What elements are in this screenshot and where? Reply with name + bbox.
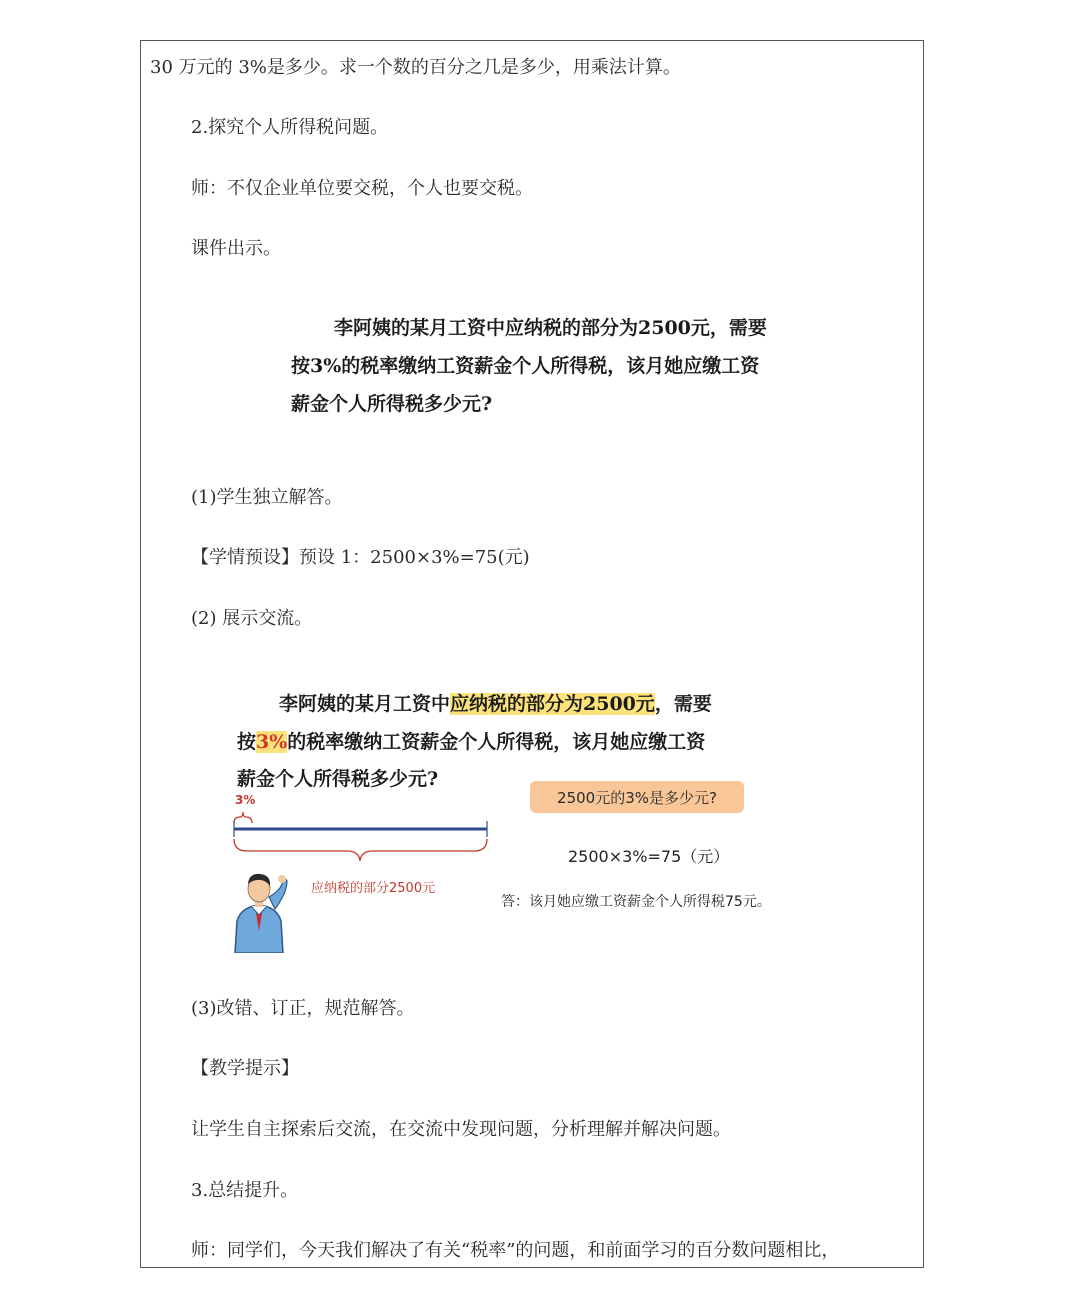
equation: 2500×3%=75（元） bbox=[568, 847, 730, 866]
document-frame bbox=[140, 40, 924, 1268]
base-brace bbox=[234, 839, 487, 861]
text-line-12: 师：同学们，今天我们解决了有关“税率”的问题，和前面学习的百分数问题相比， bbox=[191, 1240, 840, 1261]
text-line-3: 师：不仅企业单位要交税，个人也要交税。 bbox=[191, 178, 533, 199]
problem-2-line-1 bbox=[279, 689, 712, 716]
problem-1-line-1: 李阿姨的某月工资中应纳税的部分为2500元，需要 bbox=[334, 317, 767, 339]
problem-2-line-2-head: 按 bbox=[237, 731, 257, 753]
text-line-9: 【教学提示】 bbox=[191, 1058, 299, 1079]
question-pill: 2500元的3%是多少元? bbox=[530, 781, 744, 813]
text-line-5: (1)学生独立解答。 bbox=[191, 487, 343, 508]
text-line-1: 30 万元的 3%是多少。求一个数的百分之几是多少，用乘法计算。 bbox=[150, 57, 681, 78]
section-heading-2: 2.探究个人所得税问题。 bbox=[191, 117, 389, 138]
problem-2-line-2-text: 的税率缴纳工资薪金个人所得税，该月她应缴工资 bbox=[287, 731, 706, 753]
highlight-taxable-amount: 应纳税的部分为2500元 bbox=[450, 693, 655, 715]
problem-2-line-3: 薪金个人所得税多少元? bbox=[237, 768, 439, 790]
text-line-6: 【学情预设】预设 1：2500×3%=75(元) bbox=[191, 547, 530, 568]
problem-1-line-2: 按3%的税率缴纳工资薪金个人所得税，该月她应缴工资 bbox=[291, 355, 760, 377]
problem-2-line-1-tail: ，需要 bbox=[654, 693, 712, 715]
student-figure-icon bbox=[227, 869, 297, 953]
base-label: 应纳税的部分2500元 bbox=[311, 881, 436, 896]
problem-1-line-3: 薪金个人所得税多少元? bbox=[291, 393, 493, 415]
section-heading-3: 3.总结提升。 bbox=[191, 1180, 299, 1201]
percent-label: 3% bbox=[235, 793, 256, 807]
problem-2-line-1-text: 李阿姨的某月工资中 bbox=[279, 693, 451, 715]
text-line-10: 让学生自主探索后交流，在交流中发现问题，分析理解并解决问题。 bbox=[191, 1119, 731, 1140]
text-line-8: (3)改错、订正，规范解答。 bbox=[191, 998, 415, 1019]
text-line-7: (2) 展示交流。 bbox=[191, 608, 313, 629]
answer-text: 答：该月她应缴工资薪金个人所得税75元。 bbox=[501, 894, 771, 910]
percent-brace bbox=[234, 812, 252, 823]
highlight-tax-rate: 3% bbox=[256, 731, 288, 753]
problem-2-line-2 bbox=[237, 727, 705, 754]
text-line-4: 课件出示。 bbox=[191, 238, 281, 259]
